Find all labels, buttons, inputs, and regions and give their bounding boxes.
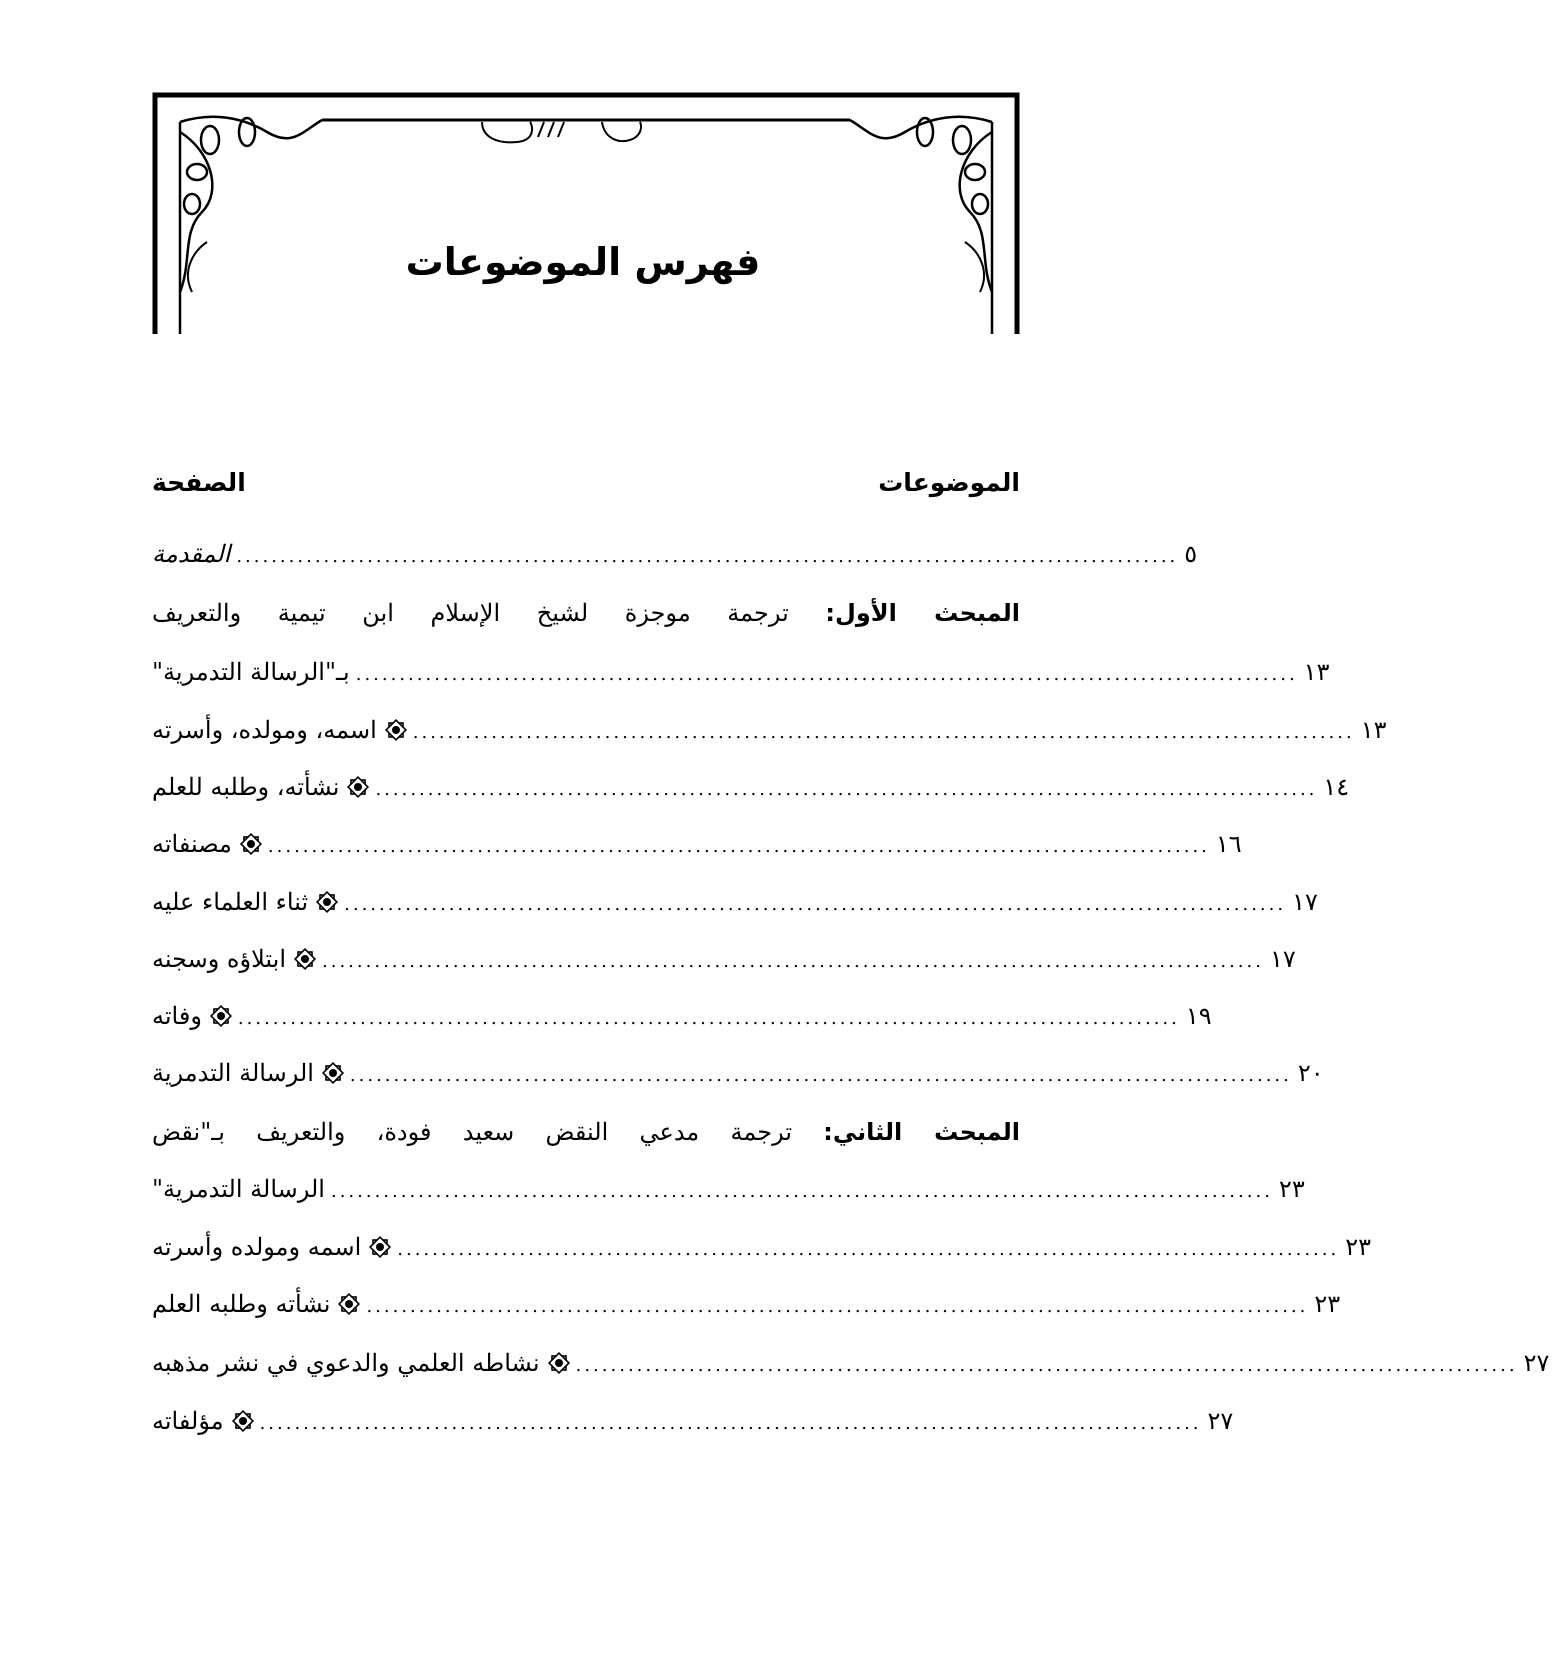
dot-leader: ............................................................................................................ xyxy=(397,1239,1340,1260)
eight-point-star-icon xyxy=(322,1062,344,1084)
eight-point-star-icon xyxy=(232,1410,254,1432)
toc-entry[interactable] xyxy=(152,1175,1305,1219)
dot-leader: ............................................................................................................ xyxy=(375,779,1318,800)
eight-point-star-icon xyxy=(369,1236,391,1258)
toc-entry[interactable] xyxy=(152,1349,1550,1393)
eight-point-star-icon xyxy=(338,1293,360,1315)
entry-page: ٥ xyxy=(1184,540,1198,568)
toc-entry[interactable] xyxy=(152,773,1350,817)
entry-page: ١٤ xyxy=(1323,773,1350,801)
toc-entry[interactable] xyxy=(152,599,1020,643)
entry-label: مؤلفاته xyxy=(152,1407,224,1435)
entry-label: الرسالة التدمرية xyxy=(152,1059,314,1087)
eight-point-star-icon xyxy=(210,1005,232,1027)
toc-entry[interactable] xyxy=(152,1233,1371,1277)
toc-entry[interactable] xyxy=(152,1002,1212,1046)
column-header-topics: الموضوعات xyxy=(878,468,1020,497)
entry-label: ترجمة موجزة لشيخ الإسلام ابن تيمية والتعريف xyxy=(152,599,789,627)
entry-label: ثناء العلماء عليه xyxy=(152,888,309,916)
eight-point-star-icon xyxy=(240,833,262,855)
dot-leader: ............................................................................................................ xyxy=(349,1065,1292,1086)
toc-entry[interactable] xyxy=(152,1407,1234,1451)
entry-label: نشأته وطلبه العلم xyxy=(152,1290,331,1318)
entry-label: بـ"الرسالة التدمرية" xyxy=(152,658,350,686)
entry-page: ٢٣ xyxy=(1278,1175,1305,1203)
column-header-page: الصفحة xyxy=(152,468,246,497)
entry-label: الرسالة التدمرية" xyxy=(152,1175,325,1203)
dot-leader: ............................................................................................................ xyxy=(366,1296,1309,1317)
dot-leader: ............................................................................................................ xyxy=(236,546,1179,567)
dot-leader: ............................................................................................................ xyxy=(355,664,1298,685)
entry-page: ٢٧ xyxy=(1207,1407,1234,1435)
toc-entry[interactable] xyxy=(152,1118,1020,1162)
entry-page: ٢٠ xyxy=(1297,1059,1324,1087)
toc-entry[interactable] xyxy=(152,716,1387,760)
ornamental-border-icon xyxy=(152,92,1020,334)
entry-page: ١٧ xyxy=(1292,888,1318,916)
entry-page: ١٩ xyxy=(1185,1002,1212,1030)
entry-label: اسمه، ومولده، وأسرته xyxy=(152,716,377,744)
entry-page: ٢٣ xyxy=(1314,1290,1341,1318)
eight-point-star-icon xyxy=(385,719,407,741)
entry-label: المقدمة xyxy=(152,540,231,568)
toc-entry[interactable] xyxy=(152,540,1198,584)
eight-point-star-icon xyxy=(347,776,369,798)
entry-label: وفاته xyxy=(152,1002,202,1030)
entry-label: اسمه ومولده وأسرته xyxy=(152,1233,362,1261)
dot-leader: ............................................................................................................ xyxy=(237,1008,1180,1029)
section-heading: المبحث الأول: xyxy=(825,599,1020,627)
entry-label: ترجمة مدعي النقض سعيد فودة، والتعريف بـ"نقض xyxy=(152,1118,793,1146)
entry-page: ١٣ xyxy=(1360,716,1387,744)
dot-leader: ............................................................................................................ xyxy=(344,894,1287,915)
dot-leader: ............................................................................................................ xyxy=(575,1355,1518,1376)
toc-entry[interactable] xyxy=(152,1290,1341,1334)
entry-page: ٢٧ xyxy=(1523,1349,1550,1377)
dot-leader: ............................................................................................................ xyxy=(330,1181,1273,1202)
entry-label: ابتلاؤه وسجنه xyxy=(152,945,287,973)
dot-leader: ............................................................................................................ xyxy=(322,951,1264,972)
toc-entry[interactable] xyxy=(152,888,1318,932)
eight-point-star-icon xyxy=(316,891,338,913)
toc-entry[interactable] xyxy=(152,945,1296,989)
eight-point-star-icon xyxy=(548,1352,570,1374)
entry-page: ١٦ xyxy=(1215,830,1242,858)
entry-page: ٢٣ xyxy=(1345,1233,1371,1261)
page-title: فهرس الموضوعات xyxy=(405,240,761,284)
ornamental-frame xyxy=(152,92,1020,334)
entry-page: ١٧ xyxy=(1269,945,1296,973)
section-heading: المبحث الثاني: xyxy=(823,1118,1020,1146)
entry-label: نشاطه العلمي والدعوي في نشر مذهبه xyxy=(152,1349,540,1377)
eight-point-star-icon xyxy=(294,948,316,970)
entry-label: مصنفاته xyxy=(152,830,232,858)
entry-label: نشأته، وطلبه للعلم xyxy=(152,773,340,801)
dot-leader: ............................................................................................................ xyxy=(412,722,1355,743)
toc-entry[interactable] xyxy=(152,830,1242,874)
dot-leader: ............................................................................................................ xyxy=(267,836,1210,857)
toc-entry[interactable] xyxy=(152,658,1330,702)
entry-page: ١٣ xyxy=(1303,658,1330,686)
toc-entry[interactable] xyxy=(152,1059,1324,1103)
dot-leader: ............................................................................................................ xyxy=(259,1413,1202,1434)
